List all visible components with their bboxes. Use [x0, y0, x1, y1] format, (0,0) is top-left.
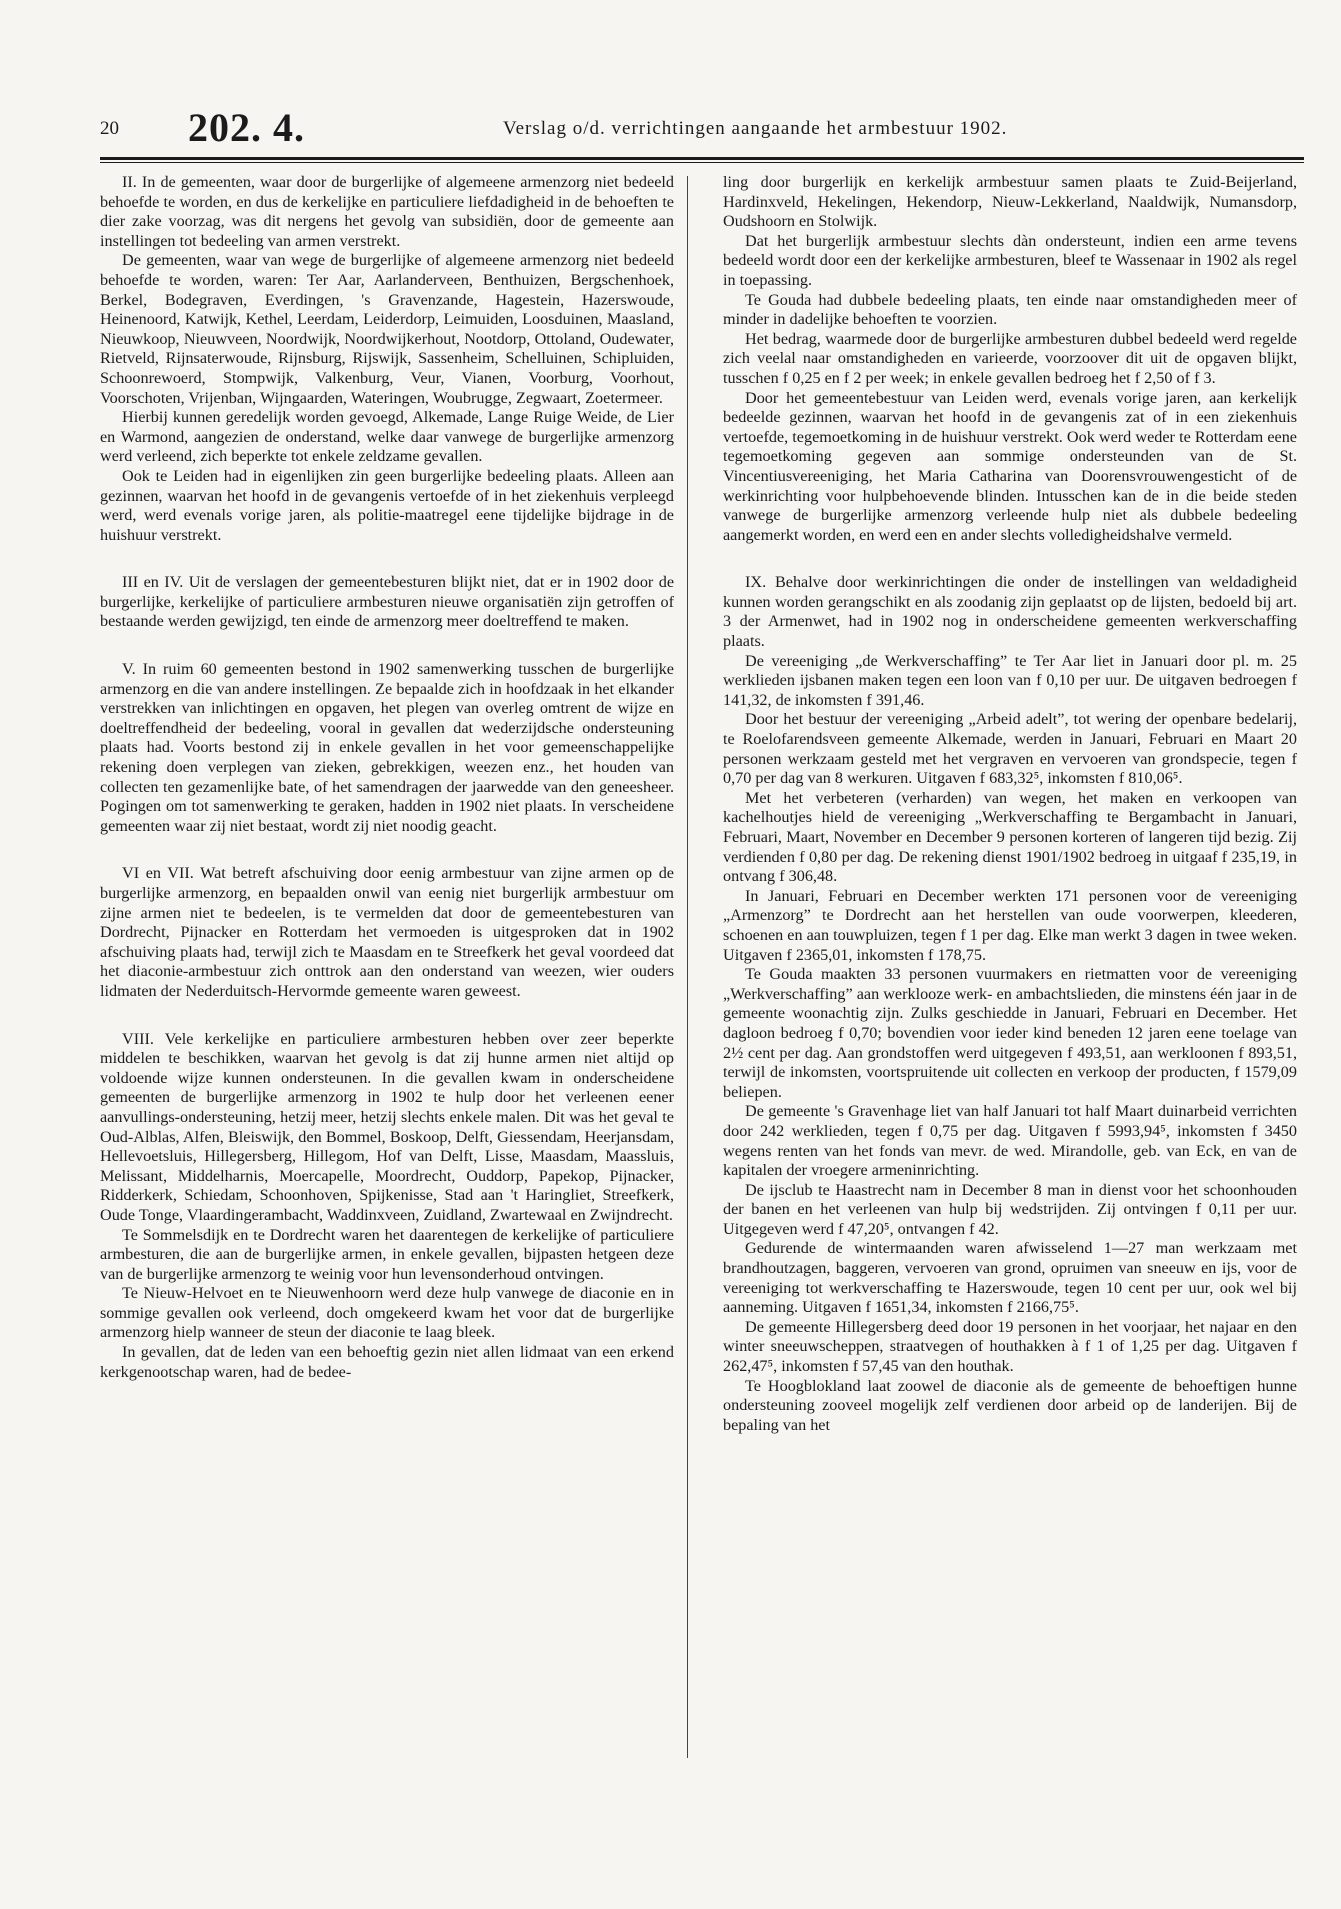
paragraph-section-ii: II. In de gemeenten, waar door de burgerlijke of algemeene armenzorg niet bedeeld behoefde te worden, en dus de kerkelijke en particuliere liefdadigheid in de behoeften te dier zake voorzag, was dit nergens het gevolg van subsidiën, door de gemeente aan instellingen tot bedeeling van armen verstrekt. [100, 173, 674, 250]
paragraph: Ook te Leiden had in eigenlijken zin geen burgerlijke bedeeling plaats. Alleen aan gezinnen, waarvan het hoofd in de gevangenis vertoefde of in het ziekenhuis verpleegd werd, werd evenals vorige jaren, als politie-maatregel eene tijdelijke bijdrage in de huishuur verstrekt. [100, 466, 674, 544]
paragraph: Dat het burgerlijk armbestuur slechts dàn ondersteunt, indien een arme tevens bedeeld wordt door een der kerkelijke armbesturen, bleef te Wassenaar in 1902 als regel in toepassing. [723, 231, 1297, 289]
paragraph: Gedurende de wintermaanden waren afwisselend 1—27 man werkzaam met brandhoutzagen, baggeren, vervoeren van grond, opruimen van sneeuw en ijs, voor de vereeniging tot werkverschaffing te Hazerswoude, tegen 10 cent per uur, ook wel bij aanneming. Uitgaven f 1651,34, inkomsten f 2166,75⁵. [723, 1239, 1297, 1317]
paragraph: Te Hoogblokland laat zoowel de diaconie als de gemeente de behoeftigen hunne ondersteuning zooveel mogelijk zelf verdienen door arbeid op de landerijen. Bij de bepaling van het [723, 1376, 1297, 1434]
paragraph-section-vi-vii: VI en VII. Wat betreft afschuiving door eenig armbestuur van zijne armen op de burgerlijke armenzorg, en bepaalden onwil van eenig niet burgerlijk armbestuur om zijne armen niet te bedeelen, is te vermelden dat door de gemeentebesturen van Dordrecht, Pijnacker en Rotterdam het vermoeden is uitgesproken dat in 1902 afschuiving plaats had, terwijl zich te Maasdam en te Streefkerk het geval voordeed dat het diaconie-armbestuur zich onttrok aan den onderstand van weezen, wier ouders lidmaten der Nederduitsch-Hervormde gemeente waren geweest. [100, 864, 674, 1000]
left-column [100, 173, 674, 1382]
paragraph: De gemeente 's Gravenhage liet van half Januari tot half Maart duinarbeid verrichten door 242 werklieden, tegen f 0,75 per dag. Uitgaven f 5993,94⁵, inkomsten f 3450 wegens renten van het fonds van mevr. de wed. Mirandolle, geb. van Eck, en van de kapitalen der vroegere armeninrichting. [723, 1102, 1297, 1180]
header-rule-thin [100, 162, 1304, 163]
running-title: Verslag o/d. verrichtingen aangaande het armbestuur 1902. [503, 118, 1008, 139]
paragraph-section-v: V. In ruim 60 gemeenten bestond in 1902 samenwerking tusschen de burgerlijke armenzorg en die van andere instellingen. Ze bepaalde zich in hoofdzaak in het elkander verstrekken van inlichtingen en opgaven, het plegen van overleg omtrent de wijze en doeltreffendheid der bedeeling, vooral in gevallen dat wederzijdsche ondersteuning plaats had. Voorts bestond zij in enkele gevallen in het voor gemeenschappelijke rekening doen verplegen van zieken, gebrekkigen, weezen enz., het houden van collecten ten gezamenlijke bate, of het samendragen der jaarwedde van den geneesheer. Pogingen om tot samenwerking te geraken, hadden in 1902 niet plaats. In verscheidene gemeenten waar zij niet bestaat, wordt zij niet noodig geacht. [100, 660, 674, 835]
paragraph: Te Nieuw-Helvoet en te Nieuwenhoorn werd deze hulp vanwege de diaconie en in sommige gevallen ook verleend, doch omgekeerd kwam het voor dat de burgerlijke armenzorg hielp wanneer de steun der diaconie te laag bleek. [100, 1284, 674, 1342]
paragraph: In gevallen, dat de leden van een behoeftig gezin niet allen lidmaat van een erkend kerkgenootschap waren, had de bedee- [100, 1343, 674, 1381]
paragraph: Door het gemeentebestuur van Leiden werd, evenals vorige jaren, aan kerkelijk bedeelde gezinnen, waarvan het hoofd in de gevangenis zat of in een ziekenhuis vertoefde, tegemoetkoming in de huishuur verstrekt. Ook werd weder te Rotterdam eene tegemoetkoming gegeven aan sommige ondersteunden van de St. Vincentiusvereeniging, het Maria Catharina van Doorensvrouwengesticht of de werkinrichting voor hulpbehoevende blinden. Intusschen kan de in die beide steden vanwege de burgerlijke armenzorg verleende hulp niet als dubbele bedeeling aangemerkt worden, en werd een en ander slechts volledigheidshalve vermeld. [723, 388, 1297, 544]
paragraph: Met het verbeteren (verharden) van wegen, het maken en verkoopen van kachelhoutjes hield de vereeniging „Werkverschaffing te Bergambacht in Januari, Februari, Maart, November en December 9 personen korteren of langeren tijd bezig. Zij verdienden f 0,80 per dag. De rekening dienst 1901/1902 bedroeg in uitgaaf f 235,19, in ontvang f 306,48. [723, 788, 1297, 886]
paragraph: De gemeenten, waar van wege de burgerlijke of algemeene armenzorg niet bedeeld behoefde te worden, waren: Ter Aar, Aarlanderveen, Benthuizen, Bergschenhoek, Berkel, Bodegraven, Everdingen, 's Gravenzande, Hagestein, Hazerswoude, Heinenoord, Katwijk, Kethel, Leerdam, Leiderdorp, Leimuiden, Loosduinen, Maasland, Nieuwkoop, Nieuwveen, Noordwijk, Noordwijkerhout, Nootdorp, Ottoland, Oudewater, Rietveld, Rijnsaterwoude, Rijnsburg, Rijswijk, Sassenheim, Schelluinen, Schipluiden, Schoonrewoerd, Stompwijk, Valkenburg, Veur, Vianen, Voorburg, Voorhout, Voorschoten, Vrijenban, Wijngaarden, Wateringen, Woubrugge, Zegwaart, Zoetermeer. [100, 251, 674, 407]
page-number: 20 [100, 118, 119, 139]
column-divider [687, 176, 688, 1758]
right-column [723, 173, 1297, 1435]
paragraph: De gemeente Hillegersberg deed door 19 personen in het voorjaar, het najaar en den winter sneeuwscheppen, straatvegen of houthakken à f 1 of 1,25 per dag. Uitgaven f 262,47⁵, inkomsten f 57,45 van den houthak. [723, 1317, 1297, 1376]
paragraph-section-iii-iv: III en IV. Uit de verslagen der gemeentebesturen blijkt niet, dat er in 1902 door de burgerlijke, kerkelijke of particuliere armbesturen nieuwe organisatiën zijn getroffen of bestaande werden gewijzigd, ten einde de armenzorg meer doeltreffend te maken. [100, 573, 674, 631]
paragraph-continued: ling door burgerlijk en kerkelijk armbestuur samen plaats te Zuid-Beijerland, Hardinxveld, Hekelingen, Hekendorp, Nieuw-Lekkerland, Naaldwijk, Numansdorp, Oudshoorn en Stolwijk. [723, 173, 1297, 231]
paragraph: Te Sommelsdijk en te Dordrecht waren het daarentegen de kerkelijke of particuliere armbesturen, die aan de burgerlijke armen, in enkele gevallen, bijpasten hetgeen deze van de burgerlijke armenzorg te weinig voor hun levensonderhoud ontvingen. [100, 1225, 674, 1283]
header-rule-thick [100, 157, 1304, 160]
paragraph: Hierbij kunnen geredelijk worden gevoegd, Alkemade, Lange Ruige Weide, de Lier en Warmond, aangezien de onderstand, welke daar vanwege de burgerlijke armenzorg werd verleend, zich beperkte tot enkele zeldzame gevallen. [100, 408, 674, 466]
paragraph-section-viii: VIII. Vele kerkelijke en particuliere armbesturen hebben over zeer beperkte middelen te beschikken, waarvan het gevolg is dat zij hunne armen niet altijd op voldoende wijze kunnen ondersteunen. In die gevallen kwam in onderscheidene gemeenten de burgerlijke armenzorg in 1902 te hulp door het verleenen eener aanvullings-ondersteuning, hetzij meer, hetzij slechts enkele malen. Dit was het geval te Oud-Alblas, Alfen, Bleiswijk, den Bommel, Boskoop, Delft, Giessendam, Heerjansdam, Hellevoetsluis, Hillegersberg, Hillegom, Hof van Delft, Lisse, Maasdam, Maassluis, Melissant, Middelharnis, Moercapelle, Moordrecht, Ouddorp, Papekop, Pijnacker, Ridderkerk, Schiedam, Schoonhoven, Spijkenisse, Stad aan 't Haringliet, Streefkerk, Oude Tonge, Vlaardingerambacht, Waddinxveen, Zuidland, Zwartewaal en Zwijndrecht. [100, 1029, 674, 1224]
section-number: 202. 4. [188, 105, 305, 150]
paragraph: De ijsclub te Haastrecht nam in December 8 man in dienst voor het schoonhouden der banen en het verleenen van hulp bij wedstrijden. Zij ontvingen f 0,11 per uur. Uitgegeven werd f 47,20⁵, ontvangen f 42. [723, 1180, 1297, 1238]
paragraph: In Januari, Februari en December werkten 171 personen voor de vereeniging „Armenzorg” te Dordrecht aan het herstellen van oude voorwerpen, kleederen, schoenen en aan touwpluizen, tegen f 1 per dag. Elke man werkt 3 dagen in twee weken. Uitgaven f 2365,01, inkomsten f 178,75. [723, 886, 1297, 964]
paragraph: Door het bestuur der vereeniging „Arbeid adelt”, tot wering der openbare bedelarij, te Roelofarendsveen gemeente Alkemade, werden in Januari, Februari en Maart 20 personen werkzaam gesteld met het vergraven en vervoeren van grondspecie, tegen f 0,70 per dag van 8 werkuren. Uitgaven f 683,32⁵, inkomsten f 810,06⁵. [723, 710, 1297, 788]
paragraph: De vereeniging „de Werkverschaffing” te Ter Aar liet in Januari door pl. m. 25 werklieden ijsbanen maken tegen een loon van f 0,10 per uur. De uitgaven bedroegen f 141,32, de inkomsten f 391,46. [723, 651, 1297, 709]
page-header [100, 105, 1280, 150]
paragraph: Het bedrag, waarmede door de burgerlijke armbesturen dubbel bedeeld werd regelde zich veelal naar omstandigheden en varieerde, voorzoover dit uit de opgaven blijkt, tusschen f 0,25 en f 2 per week; in enkele gevallen bedroeg het f 2,50 of f 3. [723, 329, 1297, 387]
paragraph: Te Gouda maakten 33 personen vuurmakers en rietmatten voor de vereeniging „Werkverschaffing” aan werklooze werk- en ambachtslieden, die minstens één jaar in de gemeente woonachtig zijn. Zulks geschiedde in Januari, Februari en December. Het dagloon bedroeg f 0,70; bovendien voor ieder kind beneden 12 jaren eene toelage van 2½ cent per dag. Aan grondstoffen werd uitgegeven f 493,51, aan werkloonen f 893,51, terwijl de inkomsten, voortspruitende uit collecten en verkoop der producten, f 1579,09 beliepen. [723, 965, 1297, 1101]
paragraph-section-ix: IX. Behalve door werkinrichtingen die onder de instellingen van weldadigheid kunnen worden gerangschikt en als zoodanig zijn geplaatst op de lijsten, bedoeld bij art. 3 der Armenwet, had in 1902 nog in onderscheidene gemeenten werkverschaffing plaats. [723, 573, 1297, 651]
paragraph: Te Gouda had dubbele bedeeling plaats, ten einde naar omstandigheden meer of minder in dadelijke behoeften te voorzien. [723, 290, 1297, 329]
